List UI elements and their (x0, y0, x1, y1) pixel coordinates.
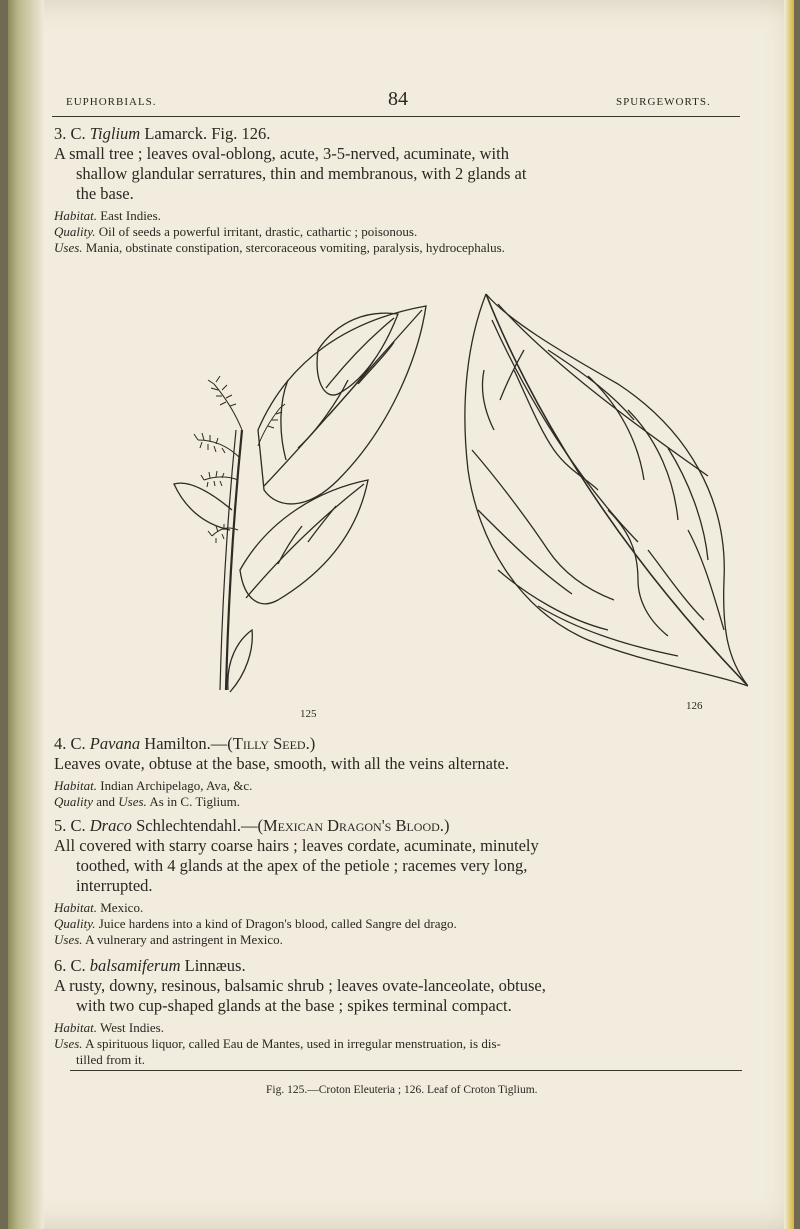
header-rule (52, 116, 740, 117)
habitat-label: Habitat. (54, 778, 97, 793)
species-name: Pavana (89, 734, 141, 753)
description-line: A small tree ; leaves oval-oblong, acute, 3-5-nerved, acuminate, with (54, 144, 509, 163)
habitat-text: Indian Archipelago, Ava, &c. (100, 778, 253, 793)
description-line: A rusty, downy, resinous, balsamic shrub ; leaves ovate-lanceolate, obtuse, (54, 976, 546, 995)
habitat-label: Habitat. (54, 208, 97, 223)
uses-label: Uses. (54, 932, 83, 947)
page-edge (784, 0, 794, 1229)
figure-number-126: 126 (686, 700, 703, 712)
uses-label: Uses. (54, 1036, 83, 1051)
footer-rule (70, 1070, 742, 1071)
habitat-text: Mexico. (100, 900, 144, 915)
figure-125-croton-eleuteria (174, 306, 426, 692)
common-name: Mexican Dragon's Blood. (262, 816, 444, 835)
quality-label: Quality (54, 794, 93, 809)
uses-text: A spirituous liquor, called Eau de Mantes, used in irregular menstruation, is dis- (85, 1036, 501, 1051)
description-line: with two cup-shaped glands at the base ; spikes terminal compact. (76, 996, 512, 1015)
quality-label: Quality. (54, 916, 96, 931)
botanical-illustration (168, 280, 748, 710)
entry-croton-draco (54, 816, 744, 896)
book-page (8, 0, 794, 1229)
description-line: the base. (76, 184, 134, 203)
description-line: toothed, with 4 glands at the apex of the petiole ; racemes very long, (76, 856, 528, 875)
description-line: Leaves ovate, obtuse at the base, smooth, with all the veins alternate. (54, 754, 509, 773)
habitat-text: West Indies. (100, 1020, 164, 1035)
entry-croton-balsamiferum-notes (54, 1020, 744, 1068)
entry-croton-draco-notes (54, 900, 744, 948)
uses-label: Uses. (54, 240, 83, 255)
running-header-right: SPURGEWORTS. (616, 96, 711, 108)
habitat-text: East Indies. (100, 208, 161, 223)
quality-text: Juice hardens into a kind of Dragon's blood, called Sangre del drago. (98, 916, 457, 931)
figure-126-croton-tiglium-leaf (465, 294, 748, 686)
figure-number-125: 125 (300, 708, 317, 720)
page-binding (8, 0, 44, 1229)
description-line: interrupted. (76, 876, 153, 895)
entry-croton-tiglium-notes (54, 208, 744, 256)
entry-croton-tiglium (54, 124, 744, 204)
species-author: Hamilton.—( (144, 734, 233, 753)
uses-text: Mania, obstinate constipation, stercoraceous vomiting, paralysis, hydrocephalus. (85, 240, 505, 255)
species-author: Linnæus. (184, 956, 246, 975)
description-line: shallow glandular serratures, thin and membranous, with 2 glands at (76, 164, 527, 183)
entry-croton-pavana (54, 734, 744, 774)
uses-text-continued: tilled from it. (76, 1052, 145, 1067)
quality-label: Quality. (54, 224, 96, 239)
quality-text: Oil of seeds a powerful irritant, drastic, cathartic ; poisonous. (98, 224, 418, 239)
running-header-left: EUPHORBIALS. (66, 96, 157, 108)
entry-number: 6. C. (54, 956, 86, 975)
entry-number: 5. C. (54, 816, 86, 835)
species-name: Draco (89, 816, 132, 835)
entry-croton-pavana-notes (54, 778, 744, 810)
species-author: Lamarck. Fig. 126. (144, 124, 271, 143)
habitat-label: Habitat. (54, 900, 97, 915)
and-text: and (96, 794, 116, 809)
uses-label: Uses. (118, 794, 147, 809)
entry-croton-balsamiferum (54, 956, 744, 1016)
page-number: 84 (388, 88, 408, 110)
description-line: All covered with starry coarse hairs ; leaves cordate, acuminate, minutely (54, 836, 539, 855)
common-name: Tilly Seed. (232, 734, 310, 753)
closing-paren: ) (443, 816, 450, 835)
entry-number: 3. C. (54, 124, 86, 143)
species-name: Tiglium (89, 124, 141, 143)
closing-paren: ) (309, 734, 316, 753)
habitat-label: Habitat. (54, 1020, 97, 1035)
uses-text: A vulnerary and astringent in Mexico. (85, 932, 283, 947)
species-author: Schlechtendahl.—( (136, 816, 263, 835)
quality-uses-text: As in C. Tiglium. (149, 794, 241, 809)
species-name: balsamiferum (89, 956, 181, 975)
entry-number: 4. C. (54, 734, 86, 753)
figure-caption: Fig. 125.—Croton Eleuteria ; 126. Leaf of Croton Tiglium. (266, 1084, 538, 1096)
